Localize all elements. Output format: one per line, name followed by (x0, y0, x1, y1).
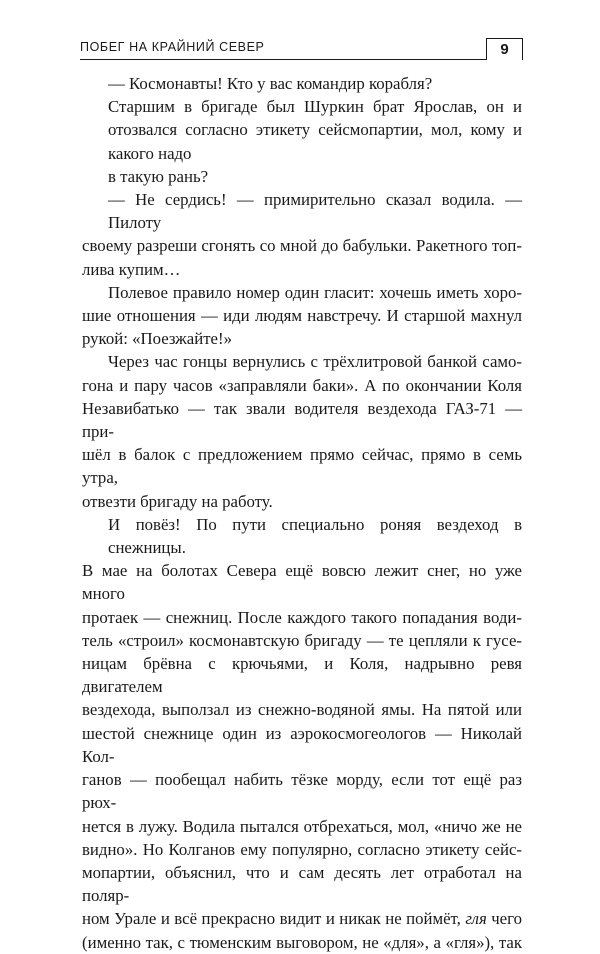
text-line: шестой снежнице один из аэрокосмогеологов — Николай Кол- (82, 723, 522, 766)
text-line: Полевое правило номер один гласит: хочешь иметь хоро- (108, 282, 522, 302)
text-segment: чего (486, 909, 522, 929)
running-head-title: ПОБЕГ НА КРАЙНИЙ СЕВЕР (80, 40, 265, 54)
text-line (82, 907, 522, 930)
text-line: Через час гонцы вернулись с трёхлитровой банкой само- (108, 352, 522, 372)
paragraph (82, 95, 522, 188)
text-line: ницам брёвна с крючьями, и Коля, надрывно ревя двигателем (82, 654, 522, 697)
text-line: ганов — пообещал набить тёзке морду, если тот ещё раз рюх- (82, 770, 522, 813)
text-line: (именно так, с тюменским выговором, не «для», а «гля»), так (82, 932, 522, 952)
text-line: мопартии, объяснил, что и сам десять лет отработал на поляр- (82, 862, 522, 906)
text-line: тель «строил» космонавтскую бригаду — те цепляли к гусе- (82, 630, 522, 650)
text-line: в такую рань? (108, 166, 209, 186)
running-header (80, 38, 523, 64)
text-line: Старшим в бригаде был Шуркин брат Ярослав, он и отозвался согласно этикету сейсмопартии, мол, кому и какого надо (108, 97, 522, 163)
text-line: И повёз! По пути специально роняя вездеход в снежницы. (108, 514, 522, 558)
header-rule (80, 59, 523, 60)
paragraph (82, 281, 522, 351)
italic-word: гля (465, 909, 487, 929)
text-line: отвезти бригаду на работу. (82, 491, 273, 511)
paragraph (82, 188, 522, 281)
text-line: лива купим… (82, 259, 181, 279)
paragraph (82, 72, 522, 95)
text-line: шие отношения — иди людям навстречу. И старшой махнул (82, 306, 522, 326)
text-line: своему разреши сгонять со мной до бабульки. Ракетного топ- (82, 236, 522, 256)
text-line: вездехода, выползал из снежно-водяной ямы. На пятой или (82, 700, 522, 720)
page-number-box (486, 38, 523, 60)
text-segment: ном Урале и всё прекрасно видит и никак не поймёт, (82, 909, 461, 929)
text-line: нется в лужу. Водила пытался отбрехаться, мол, «ничо же не (82, 816, 522, 836)
text-line: — Не сердись! — примирительно сказал водила. — Пилоту (108, 190, 522, 233)
text-line: В мае на болотах Севера ещё вовсю лежит снег, но уже много (82, 561, 522, 604)
body-text (82, 72, 522, 954)
text-line: видно». Но Колганов ему популярно, согласно этикету сейс- (82, 839, 522, 859)
paragraph (82, 513, 522, 954)
paragraph (82, 350, 522, 512)
text-line: Незавибатько — так звали водителя вездехода ГАЗ-71 — при- (82, 398, 522, 442)
text-line: гона и пару часов «заправляли баки». А по окончании Коля (82, 375, 522, 395)
page-number: 9 (500, 41, 509, 58)
text-line: — Космонавты! Кто у вас командир корабля? (108, 74, 433, 93)
text-line: шёл в балок с предложением прямо сейчас, прямо в семь утра, (82, 445, 522, 488)
text-line: протаек — снежниц. После каждого такого попадания води- (82, 607, 522, 627)
text-line: рукой: «Поезжайте!» (82, 329, 232, 349)
